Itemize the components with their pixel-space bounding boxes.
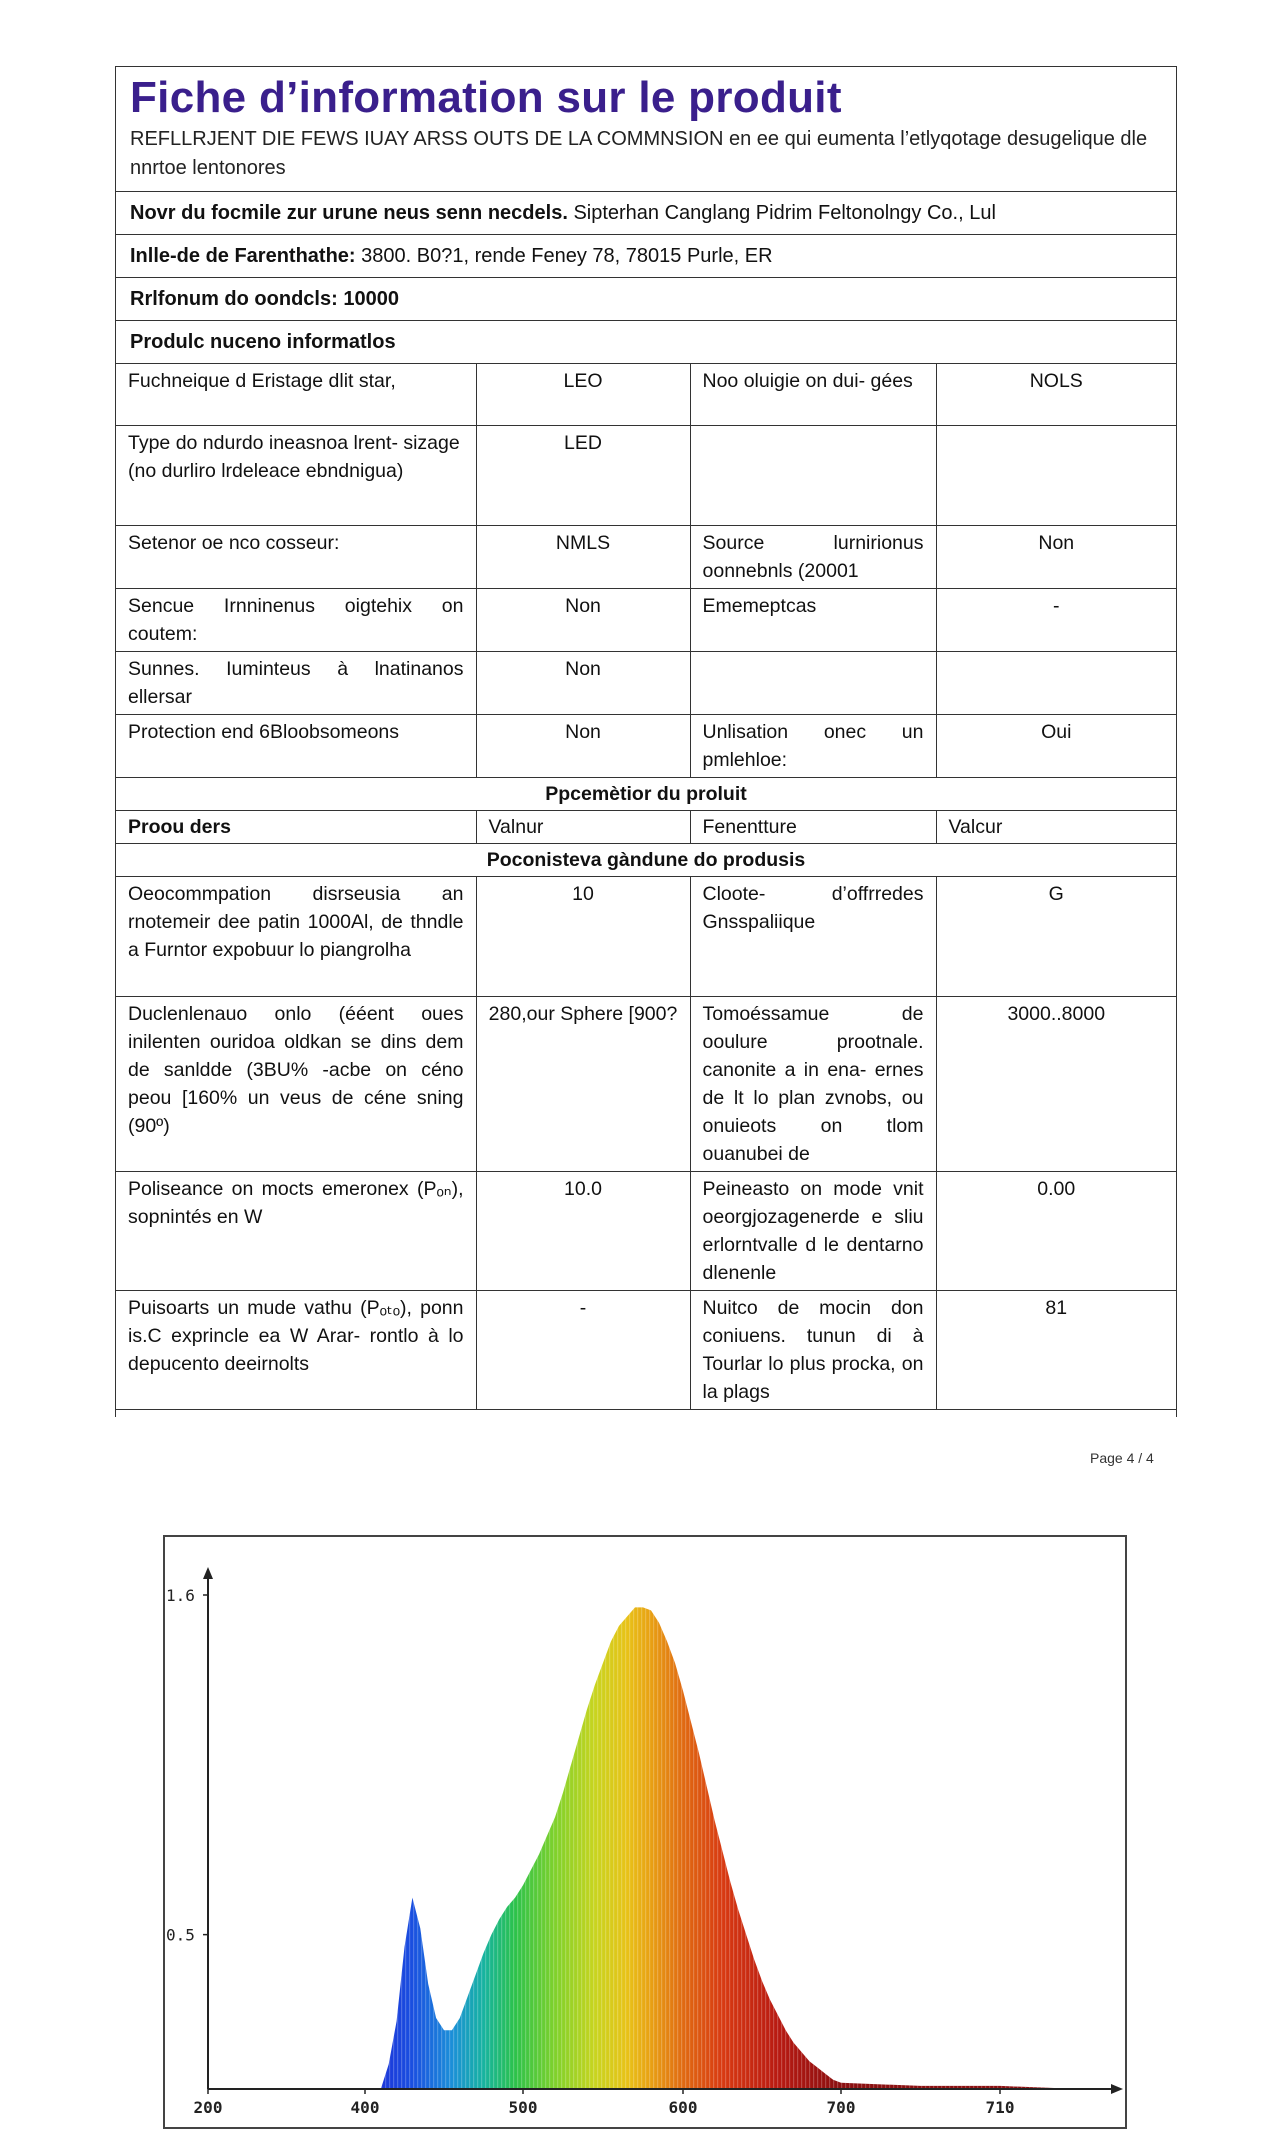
table-cell: Unlisation onec un pmlehloe: xyxy=(690,715,936,778)
table-cell: Nuitco de mocin don coniuens. tunun di à Tourlar lo plus procka, on la plags xyxy=(690,1291,936,1410)
table-cell: 3000..8000 xyxy=(936,997,1176,1172)
table-cell: - xyxy=(476,1291,690,1410)
x-tick-label: 700 xyxy=(826,2098,856,2117)
table-cell: Puisoarts un mude vathu (Pₒₜₒ), ponn is.C exprincle ea W Arar- rontlo à lo depucento deeirnolts xyxy=(116,1291,476,1410)
table-cell: Ememeptcas xyxy=(690,589,936,652)
table-cell: Non xyxy=(476,715,690,778)
parameters-subsection-title: Poconisteva gàndune do produsis xyxy=(116,844,1176,877)
table-cell: Sencue Irnninenus oigtehix on coutem: xyxy=(116,589,476,652)
x-tick-label: 500 xyxy=(508,2098,538,2117)
table-cell: Protection end 6Bloobsomeons xyxy=(116,715,476,778)
table-cell: LEO xyxy=(476,364,690,426)
spectrum-chart xyxy=(163,1535,1127,2129)
address-row xyxy=(116,234,1176,277)
address-value: 3800. B0?1, rende Feney 78, 78015 Purle, ER xyxy=(361,245,773,267)
x-axis-arrow xyxy=(1111,2084,1123,2094)
page-number: Page 4 / 4 xyxy=(1090,1450,1154,1466)
product-information-sheet xyxy=(115,66,1177,1417)
product-info-heading xyxy=(116,320,1176,363)
table-cell: Non xyxy=(936,526,1176,589)
table-row xyxy=(116,589,1176,652)
section-header-row xyxy=(116,844,1176,877)
table-cell: NOLS xyxy=(936,364,1176,426)
x-tick-label: 600 xyxy=(668,2098,698,2117)
column-header: Proou ders xyxy=(116,811,476,844)
cell-note: (no durliro lrdeleace ebndnigua) xyxy=(128,460,404,482)
table-cell xyxy=(690,652,936,715)
table-cell: LED xyxy=(476,426,690,526)
spectrum-area-texture xyxy=(365,1607,1125,2089)
table-cell: 10 xyxy=(476,877,690,997)
table-cell: Duclenlenauo onlo (ééent oues inilenten ouridoa oldkan se dins dem de sanldde (3BU% -acbe on céno peou [160% un veus de céne sning (90º) xyxy=(116,997,476,1172)
section-header-row xyxy=(116,778,1176,811)
table-cell xyxy=(936,652,1176,715)
table-row xyxy=(116,1172,1176,1291)
table-row xyxy=(116,997,1176,1172)
table-cell: Tomoéssamue de ooulure prootnale. canonite a in ena- ernes de lt lo plan zvnobs, ou onuieots on tlom ouanubei de xyxy=(690,997,936,1172)
y-axis-arrow xyxy=(203,1567,213,1579)
x-tick-label: 710 xyxy=(985,2098,1015,2117)
table-row xyxy=(116,526,1176,589)
cell-text: Type do ndurdo ineasnoa lrent- sizage xyxy=(128,432,460,454)
sheet-intro: REFLLRJENT DIE FEWS IUAY ARSS OUTS DE LA COMMNSION en ee qui eumenta l’etlyqotage desugelique dle nnrtoe lentonores xyxy=(130,128,1148,179)
table-cell: Source lurnirionus oonnebnls (20001 xyxy=(690,526,936,589)
table-row xyxy=(116,364,1176,426)
table-cell xyxy=(936,426,1176,526)
table-row xyxy=(116,877,1176,997)
column-header: Fenentture xyxy=(690,811,936,844)
table-cell: Oeocommpation disrseusia an rnotemeir dee patin 1000Al, de thndle a Furntor expobuur lo piangrolha xyxy=(116,877,476,997)
supplier-row xyxy=(116,191,1176,234)
product-info-table xyxy=(116,363,1176,1410)
address-label: Inlle-de de Farenthathe: xyxy=(130,245,356,267)
model-value: 10000 xyxy=(343,288,399,310)
table-cell: Non xyxy=(476,652,690,715)
table-cell: Peineasto on mode vnit oeorgjozagenerde e sliu erlorntvalle d le dentarno dlenenle xyxy=(690,1172,936,1291)
table-cell: Fuchneique d Eristage dlit star, xyxy=(116,364,476,426)
sheet-title: Fiche d’information sur le produit xyxy=(130,73,842,122)
y-tick-label: 1.6 xyxy=(166,1586,195,1605)
parameters-section-title: Ppcemètior du proluit xyxy=(116,778,1176,811)
supplier-value: Sipterhan Canglang Pidrim Feltonolngy Co., Lul xyxy=(573,202,996,224)
table-cell: 10.0 xyxy=(476,1172,690,1291)
model-label: Rrlfonum do oondcls: xyxy=(130,288,338,310)
column-header: Valnur xyxy=(476,811,690,844)
model-row xyxy=(116,277,1176,320)
table-cell xyxy=(690,426,936,526)
table-cell: 0.00 xyxy=(936,1172,1176,1291)
table-cell: Non xyxy=(476,589,690,652)
table-row xyxy=(116,1291,1176,1410)
spectrum-chart-svg xyxy=(165,1537,1125,2127)
table-cell: Oui xyxy=(936,715,1176,778)
column-header-row xyxy=(116,811,1176,844)
product-info-label: Produlc nuceno informatlos xyxy=(130,331,396,353)
table-row xyxy=(116,715,1176,778)
table-cell: Noo oluigie on dui- gées xyxy=(690,364,936,426)
table-row xyxy=(116,426,1176,526)
table-cell: - xyxy=(936,589,1176,652)
table-cell: G xyxy=(936,877,1176,997)
y-tick-label: 0.5 xyxy=(166,1925,195,1945)
table-cell: Poliseance on mocts emeronex (Pₒₙ), sopnintés en W xyxy=(116,1172,476,1291)
table-cell: 81 xyxy=(936,1291,1176,1410)
table-cell: Setenor oe nco cosseur: xyxy=(116,526,476,589)
table-cell: Cloote- d’offrredes Gnsspaliique xyxy=(690,877,936,997)
table-row xyxy=(116,652,1176,715)
x-tick-label: 400 xyxy=(350,2098,380,2117)
table-cell: NMLS xyxy=(476,526,690,589)
column-header: Valcur xyxy=(936,811,1176,844)
x-tick-label: 200 xyxy=(193,2098,223,2117)
table-cell: Sunnes. Iuminteus à lnatinanos ellersar xyxy=(116,652,476,715)
table-cell xyxy=(116,426,476,526)
supplier-label: Novr du focmile zur urune neus senn necdels. xyxy=(130,202,568,224)
table-cell: 280,our Sphere [900? xyxy=(476,997,690,1172)
